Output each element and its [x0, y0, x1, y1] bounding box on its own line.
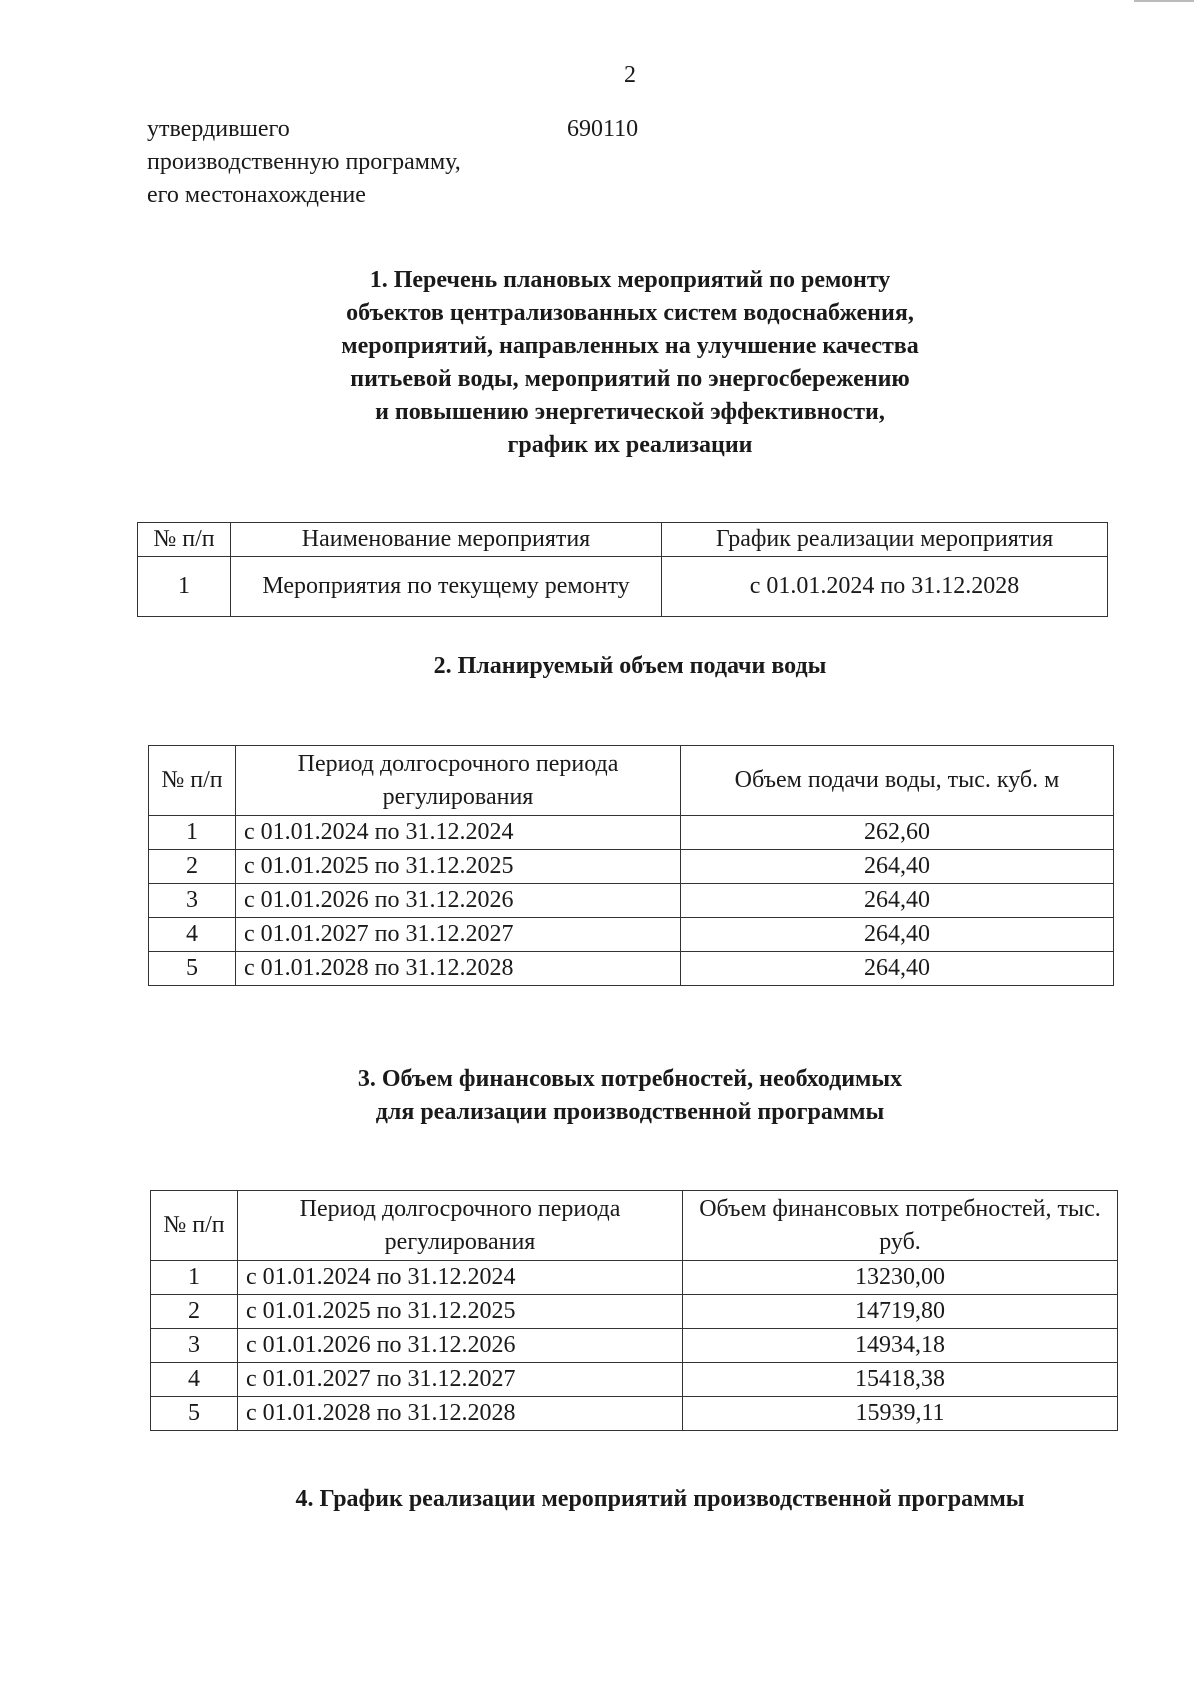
table-row	[151, 1363, 1118, 1397]
table-row	[149, 850, 1114, 884]
section-title-line: 3. Объем финансовых потребностей, необходимых	[357, 1066, 903, 1092]
cell-volume: 262,60	[681, 816, 1114, 850]
cell-period: с 01.01.2027 по 31.12.2027	[236, 918, 681, 952]
cell-num: 5	[149, 952, 236, 986]
table-row	[149, 918, 1114, 952]
approver-line: утвердившего	[147, 116, 290, 142]
section-title-line: объектов централизованных систем водоснабжения,	[346, 300, 914, 326]
table-row	[149, 884, 1114, 918]
cell-volume: 264,40	[681, 918, 1114, 952]
col-header-num: № п/п	[138, 523, 231, 557]
approver-line: его местонахождение	[147, 182, 366, 208]
section-1-title	[0, 264, 1200, 462]
cell-schedule: с 01.01.2024 по 31.12.2028	[662, 557, 1108, 617]
cell-num: 1	[138, 557, 231, 617]
col-header-financial: Объем финансовых потребностей, тыс. руб.	[683, 1191, 1118, 1261]
col-header-volume: Объем подачи воды, тыс. куб. м	[681, 746, 1114, 816]
col-header-period: Период долгосрочного периода регулирования	[238, 1191, 683, 1261]
section-title-line: 2. Планируемый объем подачи воды	[433, 653, 827, 679]
table-row	[151, 1295, 1118, 1329]
scan-edge-mark	[1134, 0, 1194, 2]
col-header-num: № п/п	[149, 746, 236, 816]
cell-name: Мероприятия по текущему ремонту	[231, 557, 662, 617]
measures-table	[137, 522, 1108, 617]
cell-financial: 15939,11	[683, 1397, 1118, 1431]
cell-period: с 01.01.2028 по 31.12.2028	[236, 952, 681, 986]
section-title-line: мероприятий, направленных на улучшение качества	[341, 333, 919, 359]
approver-line: производственную программу,	[147, 149, 461, 175]
table-row	[151, 1397, 1118, 1431]
section-2-title	[0, 650, 1200, 683]
section-title-line: график их реализации	[507, 432, 753, 458]
section-title-line: 1. Перечень плановых мероприятий по ремонту	[369, 267, 891, 293]
cell-volume: 264,40	[681, 884, 1114, 918]
cell-period: с 01.01.2027 по 31.12.2027	[238, 1363, 683, 1397]
cell-num: 3	[149, 884, 236, 918]
cell-volume: 264,40	[681, 952, 1114, 986]
cell-financial: 15418,38	[683, 1363, 1118, 1397]
postal-code: 690110	[567, 116, 639, 142]
section-4-title	[60, 1483, 1200, 1516]
section-title-line: для реализации производственной программы	[375, 1099, 885, 1125]
cell-period: с 01.01.2024 по 31.12.2024	[238, 1261, 683, 1295]
col-header-period: Период долгосрочного периода регулирования	[236, 746, 681, 816]
cell-volume: 264,40	[681, 850, 1114, 884]
table-row	[149, 952, 1114, 986]
cell-num: 1	[149, 816, 236, 850]
section-title-line: питьевой воды, мероприятий по энергосбережению	[350, 366, 910, 392]
cell-period: с 01.01.2025 по 31.12.2025	[238, 1295, 683, 1329]
cell-num: 2	[149, 850, 236, 884]
cell-num: 4	[149, 918, 236, 952]
cell-period: с 01.01.2026 по 31.12.2026	[238, 1329, 683, 1363]
cell-period: с 01.01.2024 по 31.12.2024	[236, 816, 681, 850]
cell-num: 5	[151, 1397, 238, 1431]
financial-needs-table	[150, 1190, 1118, 1431]
cell-period: с 01.01.2025 по 31.12.2025	[236, 850, 681, 884]
table-row	[151, 1261, 1118, 1295]
water-volume-table	[148, 745, 1114, 986]
section-title-line: 4. График реализации мероприятий производственной программы	[295, 1486, 1025, 1512]
cell-period: с 01.01.2028 по 31.12.2028	[238, 1397, 683, 1431]
cell-financial: 13230,00	[683, 1261, 1118, 1295]
cell-financial: 14719,80	[683, 1295, 1118, 1329]
table-row	[151, 1329, 1118, 1363]
cell-num: 2	[151, 1295, 238, 1329]
col-header-schedule: График реализации мероприятия	[662, 523, 1108, 557]
approver-block	[147, 113, 461, 212]
col-header-name: Наименование мероприятия	[231, 523, 662, 557]
cell-num: 3	[151, 1329, 238, 1363]
section-title-line: и повышению энергетической эффективности,	[375, 399, 885, 425]
table-row	[149, 816, 1114, 850]
section-3-title	[0, 1063, 1200, 1129]
cell-period: с 01.01.2026 по 31.12.2026	[236, 884, 681, 918]
page-number: 2	[624, 62, 636, 88]
cell-num: 4	[151, 1363, 238, 1397]
col-header-num: № п/п	[151, 1191, 238, 1261]
cell-num: 1	[151, 1261, 238, 1295]
table-row	[138, 557, 1108, 617]
cell-financial: 14934,18	[683, 1329, 1118, 1363]
